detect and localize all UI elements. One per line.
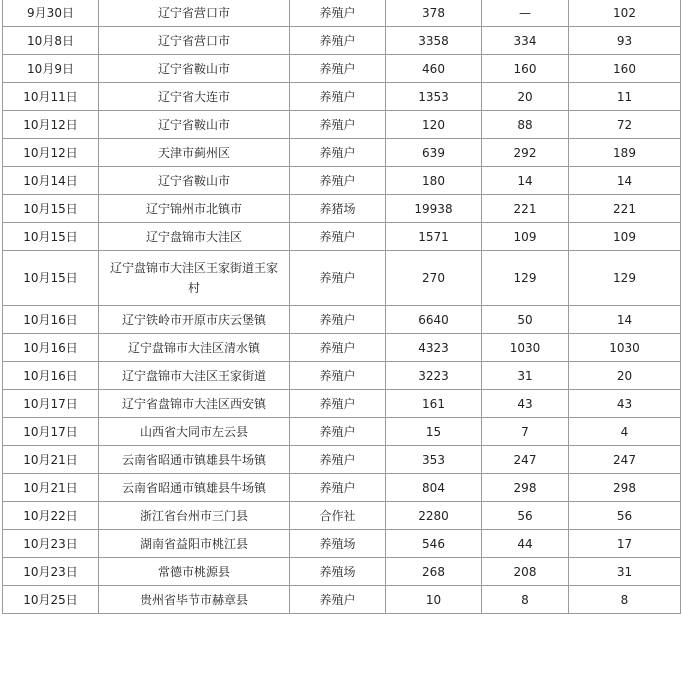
location-cell: 山西省大同市左云县 [99,418,290,446]
stock-count-cell: 161 [386,390,482,418]
date-cell: 10月16日 [3,306,99,334]
deaths-count-cell: 31 [569,558,681,586]
deaths-count-cell: 14 [569,306,681,334]
date-cell: 10月22日 [3,502,99,530]
type-cell: 养殖户 [290,390,386,418]
type-cell: 养殖户 [290,0,386,27]
table-row [3,418,681,446]
table-row [3,362,681,390]
type-cell: 养殖户 [290,362,386,390]
date-cell: 10月8日 [3,27,99,55]
cases-count-cell: 20 [482,83,569,111]
date-cell: 10月15日 [3,251,99,306]
cases-count-cell: 56 [482,502,569,530]
stock-count-cell: 3223 [386,362,482,390]
cases-count-cell: 334 [482,27,569,55]
location-cell: 湖南省益阳市桃江县 [99,530,290,558]
cases-count-cell: 208 [482,558,569,586]
deaths-count-cell: 129 [569,251,681,306]
stock-count-cell: 353 [386,446,482,474]
deaths-count-cell: 1030 [569,334,681,362]
deaths-count-cell: 298 [569,474,681,502]
deaths-count-cell: 20 [569,362,681,390]
location-cell: 云南省昭通市镇雄县牛场镇 [99,446,290,474]
cases-count-cell: 247 [482,446,569,474]
location-cell: 贵州省毕节市赫章县 [99,586,290,614]
deaths-count-cell: 11 [569,83,681,111]
type-cell: 合作社 [290,502,386,530]
stock-count-cell: 15 [386,418,482,446]
table-row [3,223,681,251]
date-cell: 9月30日 [3,0,99,27]
table-row [3,111,681,139]
location-cell: 辽宁省大连市 [99,83,290,111]
stock-count-cell: 460 [386,55,482,83]
outbreak-table-container [2,0,681,614]
table-row [3,334,681,362]
type-cell: 养殖户 [290,167,386,195]
date-cell: 10月12日 [3,139,99,167]
location-cell: 辽宁省营口市 [99,27,290,55]
stock-count-cell: 1571 [386,223,482,251]
type-cell: 养殖户 [290,446,386,474]
cases-count-cell: 8 [482,586,569,614]
type-cell: 养殖户 [290,139,386,167]
cases-count-cell: 292 [482,139,569,167]
cases-count-cell: — [482,0,569,27]
table-row [3,27,681,55]
table-row [3,390,681,418]
type-cell: 养殖户 [290,474,386,502]
location-cell: 浙江省台州市三门县 [99,502,290,530]
type-cell: 养殖户 [290,306,386,334]
stock-count-cell: 6640 [386,306,482,334]
stock-count-cell: 378 [386,0,482,27]
table-row [3,0,681,27]
type-cell: 养殖户 [290,334,386,362]
date-cell: 10月14日 [3,167,99,195]
deaths-count-cell: 17 [569,530,681,558]
deaths-count-cell: 221 [569,195,681,223]
table-row [3,83,681,111]
cases-count-cell: 43 [482,390,569,418]
type-cell: 养殖户 [290,251,386,306]
date-cell: 10月21日 [3,474,99,502]
type-cell: 养殖户 [290,27,386,55]
deaths-count-cell: 43 [569,390,681,418]
stock-count-cell: 4323 [386,334,482,362]
location-cell: 辽宁盘锦市大洼区清水镇 [99,334,290,362]
deaths-count-cell: 102 [569,0,681,27]
table-row [3,474,681,502]
table-row [3,195,681,223]
cases-count-cell: 50 [482,306,569,334]
deaths-count-cell: 56 [569,502,681,530]
cases-count-cell: 298 [482,474,569,502]
deaths-count-cell: 4 [569,418,681,446]
cases-count-cell: 14 [482,167,569,195]
stock-count-cell: 639 [386,139,482,167]
stock-count-cell: 1353 [386,83,482,111]
location-cell: 辽宁省鞍山市 [99,111,290,139]
type-cell: 养殖户 [290,418,386,446]
type-cell: 养殖户 [290,586,386,614]
cases-count-cell: 221 [482,195,569,223]
stock-count-cell: 268 [386,558,482,586]
type-cell: 养殖户 [290,55,386,83]
deaths-count-cell: 8 [569,586,681,614]
location-cell: 辽宁铁岭市开原市庆云堡镇 [99,306,290,334]
location-cell: 辽宁省鞍山市 [99,55,290,83]
date-cell: 10月16日 [3,362,99,390]
table-row [3,139,681,167]
stock-count-cell: 804 [386,474,482,502]
date-cell: 10月11日 [3,83,99,111]
stock-count-cell: 270 [386,251,482,306]
table-row [3,55,681,83]
deaths-count-cell: 14 [569,167,681,195]
type-cell: 养殖户 [290,223,386,251]
location-cell: 辽宁盘锦市大洼区 [99,223,290,251]
location-cell: 辽宁省盘锦市大洼区西安镇 [99,390,290,418]
table-row [3,446,681,474]
location-cell: 辽宁盘锦市大洼区王家街道 [99,362,290,390]
deaths-count-cell: 93 [569,27,681,55]
date-cell: 10月12日 [3,111,99,139]
deaths-count-cell: 109 [569,223,681,251]
date-cell: 10月23日 [3,530,99,558]
stock-count-cell: 3358 [386,27,482,55]
stock-count-cell: 19938 [386,195,482,223]
type-cell: 养猪场 [290,195,386,223]
date-cell: 10月25日 [3,586,99,614]
type-cell: 养殖场 [290,530,386,558]
type-cell: 养殖场 [290,558,386,586]
date-cell: 10月21日 [3,446,99,474]
table-row [3,530,681,558]
deaths-count-cell: 160 [569,55,681,83]
location-cell: 辽宁锦州市北镇市 [99,195,290,223]
location-cell: 辽宁省鞍山市 [99,167,290,195]
date-cell: 10月23日 [3,558,99,586]
cases-count-cell: 1030 [482,334,569,362]
cases-count-cell: 44 [482,530,569,558]
stock-count-cell: 2280 [386,502,482,530]
table-row [3,167,681,195]
type-cell: 养殖户 [290,83,386,111]
deaths-count-cell: 247 [569,446,681,474]
table-row [3,306,681,334]
location-cell: 辽宁盘锦市大洼区王家街道王家村 [99,251,290,306]
cases-count-cell: 160 [482,55,569,83]
stock-count-cell: 120 [386,111,482,139]
location-cell: 云南省昭通市镇雄县牛场镇 [99,474,290,502]
deaths-count-cell: 72 [569,111,681,139]
table-row [3,586,681,614]
date-cell: 10月15日 [3,223,99,251]
stock-count-cell: 180 [386,167,482,195]
table-body [3,0,681,614]
outbreak-table [2,0,681,614]
date-cell: 10月16日 [3,334,99,362]
cases-count-cell: 129 [482,251,569,306]
date-cell: 10月9日 [3,55,99,83]
date-cell: 10月17日 [3,418,99,446]
deaths-count-cell: 189 [569,139,681,167]
table-row [3,502,681,530]
type-cell: 养殖户 [290,111,386,139]
stock-count-cell: 10 [386,586,482,614]
location-cell: 常德市桃源县 [99,558,290,586]
date-cell: 10月17日 [3,390,99,418]
stock-count-cell: 546 [386,530,482,558]
location-cell: 辽宁省营口市 [99,0,290,27]
location-cell: 天津市蓟州区 [99,139,290,167]
cases-count-cell: 31 [482,362,569,390]
table-row [3,251,681,306]
cases-count-cell: 88 [482,111,569,139]
cases-count-cell: 109 [482,223,569,251]
date-cell: 10月15日 [3,195,99,223]
table-row [3,558,681,586]
cases-count-cell: 7 [482,418,569,446]
